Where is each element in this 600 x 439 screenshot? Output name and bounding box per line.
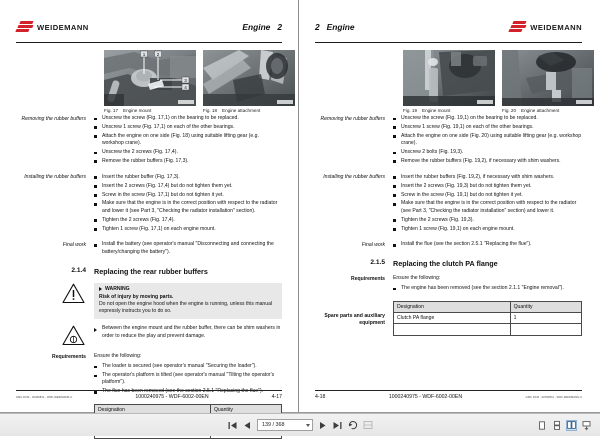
footer-page-right: 4-18: [315, 394, 326, 400]
first-page-icon[interactable]: [227, 420, 238, 431]
figure-17-number: Fig. 17: [104, 108, 119, 113]
figure-17[interactable]: [104, 50, 196, 113]
header-rule-left: [16, 42, 282, 43]
viewer-toolbar: [0, 413, 600, 436]
footer-line-left: [16, 394, 282, 400]
header-chapter: [242, 22, 282, 32]
requirements-intro-left: Ensure the following:: [94, 353, 142, 360]
footer-rule-right: [315, 390, 582, 391]
continuous-view-icon[interactable]: [551, 420, 562, 431]
page-header-right: [315, 14, 582, 40]
cell-quantity: 1: [510, 312, 581, 323]
figure-19-image: [403, 50, 495, 106]
block-label-final-work-left: Final work: [62, 241, 86, 248]
block-body-installing-left: [94, 174, 282, 235]
list-item: Install the flue (see the section 2.5.1 "Replacing the flue").: [393, 241, 582, 248]
footer-imprint-right: GMC DCM - 02/08/841 - WDF-WEIDMANN-U: [525, 396, 582, 399]
page-footer-left: [16, 390, 282, 400]
brand-name: WEIDEMANN: [37, 22, 89, 32]
list-item: Unscrew 2 bolts (Fig. 19,3).: [393, 149, 582, 156]
figure-group-left: [104, 50, 282, 113]
block-removing-right: [315, 115, 582, 167]
warning-block: [16, 283, 282, 320]
col-designation: Designation: [95, 405, 211, 416]
block-label-final-work-right: Final work: [361, 241, 385, 248]
col-designation: Designation: [394, 301, 511, 312]
notice-triangle-icon: [62, 325, 85, 346]
list-installing-right: [393, 174, 582, 233]
list-item: Insert the 2 screws (Fig. 17,4) but do not tighten them yet.: [94, 183, 282, 190]
footer-imprint-left: GMC DCM - 02/08/841 - WDF-WEIDMANN-U: [16, 396, 73, 399]
warning-icon-col: [16, 283, 94, 304]
engine-mount-photo: [104, 50, 196, 106]
figure-19[interactable]: [403, 50, 495, 113]
table-row: [394, 312, 582, 323]
header-chapter-right: [315, 22, 355, 32]
footer-line-right: [315, 394, 582, 400]
list-removing-right: [393, 115, 582, 165]
table-row-spacer: [394, 323, 582, 335]
list-item: Screw in the screw (Fig. 17,1) but do not tighten it yet.: [94, 192, 282, 199]
figure-20-number: Fig. 20: [502, 108, 517, 113]
figure-19-caption: [403, 108, 495, 113]
list-item: Screw in the screw (Fig. 19,1) but do not tighten it yet.: [393, 192, 582, 199]
section-title-right: Replacing the clutch PA flange: [393, 259, 498, 269]
svg-text:3: 3: [184, 78, 187, 83]
footer-rule-left: [16, 390, 282, 391]
engine-mount-photo-2: [403, 50, 495, 106]
list-final-work-right: [393, 241, 582, 248]
cell-designation: Clutch PA flange: [394, 312, 511, 323]
previous-page-icon[interactable]: [242, 420, 253, 431]
list-item: Attach the engine on one side (Fig. 20) using suitable lifting gear (e.g. workshop crane).: [393, 133, 582, 148]
requirements-intro-right: Ensure the following:: [393, 275, 441, 282]
rotate-icon[interactable]: [347, 420, 358, 431]
cell-spacer: [510, 323, 581, 335]
header-rule-right: [315, 42, 582, 43]
warning-heading: WARNING: [105, 285, 130, 292]
figure-19-text: Engine mount: [422, 108, 451, 113]
block-body-removing-left: [94, 115, 282, 167]
block-final-work-left: [16, 241, 282, 257]
block-label-removing-right: Removing the rubber buffers: [320, 115, 385, 122]
figure-18-number: Fig. 18: [203, 108, 218, 113]
figure-17-image: [104, 50, 196, 106]
weidemann-logo: [16, 21, 89, 34]
warning-subheading: Risk of injury by moving parts.: [99, 293, 174, 300]
requirements-body-right: [393, 275, 582, 294]
figure-18[interactable]: [203, 50, 295, 113]
single-page-view-icon[interactable]: [536, 420, 547, 431]
cell-spacer: [394, 323, 511, 335]
section-number: 2.1.4: [71, 266, 86, 274]
page-navigation-group: [0, 419, 600, 431]
list-item: Unscrew the screw (Fig. 19,1) on the bearing to be replaced.: [393, 115, 582, 122]
list-item: The engine has been removed (see the section 2.1.1 "Engine removal").: [393, 285, 582, 292]
block-body-installing-right: [393, 174, 582, 235]
list-item: Unscrew 1 screw (Fig. 17,1) on each of the other bearings.: [94, 124, 282, 131]
list-item: Remove the rubber buffers (Fig. 19,2), if necessary with shim washers.: [393, 158, 582, 165]
block-label-removing-left: Removing the rubber buffers: [21, 115, 86, 122]
block-body-final-work-right: [393, 241, 582, 250]
page-footer-right: [315, 390, 582, 400]
section-heading-215: [315, 259, 582, 268]
section-title: Replacing the rear rubber buffers: [94, 266, 208, 276]
section-heading-214: [16, 267, 282, 276]
list-item: Insert the rubber buffers (Fig. 19,2), if necessary with shim washers.: [393, 174, 582, 181]
col-quantity: Quantity: [510, 301, 581, 312]
figure-18-image: [203, 50, 295, 106]
table-header-row: [394, 301, 582, 312]
list-item: Unscrew the 2 screws (Fig. 17,4).: [94, 149, 282, 156]
list-item: The loader is secured (see operator's manual "Securing the loader").: [94, 363, 282, 370]
brand-name-right: WEIDEMANN: [530, 22, 582, 32]
pdf-page-left[interactable]: [0, 0, 299, 412]
footer-page-left: 4-17: [271, 394, 282, 400]
list-item: Attach the engine on one side (Fig. 18) using suitable lifting gear (e.g. workshop crane).: [94, 133, 282, 148]
list-item: Install the battery (see operator's manual "Disconnecting and connecting the battery/changing the battery").: [94, 241, 282, 256]
parts-row-right: [315, 301, 582, 336]
weidemann-logo-icon: [16, 21, 34, 34]
figure-20-text: Engine attachment: [521, 108, 560, 113]
view-mode-group: [536, 420, 592, 431]
engine-attachment-photo: [203, 50, 295, 106]
engine-attachment-photo-2: [502, 50, 594, 106]
header-chapter-title: Engine: [242, 22, 271, 32]
requirements-label-right: Requirements: [351, 275, 385, 282]
parts-table-right: [393, 301, 582, 336]
chevron-down-icon[interactable]: [306, 424, 310, 427]
footer-doc-left: 1000240975 - WDF-6002-00EN: [135, 394, 209, 400]
svg-text:2: 2: [156, 52, 160, 57]
header-chapter-number: 2: [277, 22, 282, 32]
list-item: Unscrew 1 screw (Fig. 19,1) on each of the other bearings.: [393, 124, 582, 131]
list-removing-left: [94, 115, 282, 165]
scrolling-view-icon[interactable]: [581, 420, 592, 431]
last-page-icon[interactable]: [332, 420, 343, 431]
figure-19-number: Fig. 19: [403, 108, 418, 113]
triangle-bullet-icon: [99, 287, 102, 291]
header-chapter-title-right: Engine: [326, 22, 355, 32]
block-removing-left: [16, 115, 282, 167]
note-block: [16, 325, 282, 346]
block-label-installing-left: Installing the rubber buffers: [24, 174, 86, 181]
svg-text:4: 4: [184, 85, 187, 90]
pdf-page-right[interactable]: [299, 0, 598, 412]
block-body-removing-right: [393, 115, 582, 167]
col-quantity: Quantity: [210, 405, 281, 416]
warning-text: Do not open the engine hood when the engine is running, unless this manual expressly instructs you to do so.: [99, 301, 273, 315]
figure-17-caption: [104, 108, 196, 113]
list-item: Unscrew the screw (Fig. 17,1) on the bearing to be replaced.: [94, 115, 282, 122]
list-item: Tighten the 2 screws (Fig. 19,3).: [393, 217, 582, 224]
parts-label-right: Spare parts and auxiliary equipment: [324, 312, 385, 327]
figure-group-right: [403, 50, 582, 113]
header-chapter-number-right: 2: [315, 22, 320, 32]
list-final-work-left: [94, 241, 282, 256]
page-indicator-input[interactable]: [257, 419, 313, 431]
list-item: Tighten 1 screw (Fig. 19,1) on each engine mount.: [393, 226, 582, 233]
list-item: Make sure that the engine is in the correct position with respect to the radiator (see Part 3, "Checking the radiator installation" section) and lower it.: [393, 200, 582, 215]
figure-18-caption: [203, 108, 295, 113]
list-item: The operator's platform is tilted (see operator's manual "Tilting the operator's platform").: [94, 372, 282, 387]
figure-18-text: Engine attachment: [222, 108, 261, 113]
note-icon-col: [16, 325, 94, 346]
list-item: Tighten 1 screw (Fig. 17,1) on each engine mount.: [94, 226, 282, 233]
list-item: Remove the rubber buffers (Fig. 17,3).: [94, 158, 282, 165]
block-body-final-work-left: [94, 241, 282, 257]
list-item: Insert the rubber buffer (Fig. 17,3).: [94, 174, 282, 181]
facing-pages-view-icon[interactable]: [566, 420, 577, 431]
block-installing-left: [16, 174, 282, 235]
block-installing-right: [315, 174, 582, 235]
weidemann-logo-icon: [509, 21, 527, 34]
warning-box: [94, 283, 282, 320]
requirements-label-left: Requirements: [52, 353, 86, 360]
block-requirements-right: [315, 275, 582, 294]
list-requirements-right: [393, 285, 582, 292]
footer-doc-right: 1000240975 - WDF-6002-00EN: [388, 394, 463, 400]
list-item: Insert the 2 screws (Fig. 19,3) but do not tighten them yet.: [393, 183, 582, 190]
list-item: The flue has been removed (see the section 2.5.1 "Replacing the flue").: [94, 388, 282, 395]
list-installing-left: [94, 174, 282, 233]
list-item: Make sure that the engine is in the correct position with respect to the radiator and lower it (see Part 3, "Checking the radiator installation" section).: [94, 200, 282, 215]
page-header-left: [16, 14, 282, 40]
block-label-installing-right: Installing the rubber buffers: [323, 174, 385, 181]
next-page-icon[interactable]: [317, 420, 328, 431]
note-text: Between the engine mount and the rubber buffer, there can be shim washers in order to reduce the play and prevent damage.: [94, 325, 282, 339]
list-item: Tighten the 2 screws (Fig. 17,4).: [94, 217, 282, 224]
figure-17-text: Engine mount: [123, 108, 152, 113]
page-indicator-value: 139 / 368: [262, 422, 285, 428]
figure-20[interactable]: [502, 50, 594, 113]
section-number-right: 2.1.5: [370, 259, 385, 267]
warning-heading-row: [99, 286, 277, 292]
figure-20-caption: [502, 108, 594, 113]
weidemann-logo-right: [509, 21, 582, 34]
block-final-work-right: [315, 241, 582, 250]
svg-text:1: 1: [142, 52, 146, 57]
fit-page-icon[interactable]: [362, 420, 373, 431]
figure-20-image: [502, 50, 594, 106]
warning-triangle-icon: [62, 283, 85, 304]
